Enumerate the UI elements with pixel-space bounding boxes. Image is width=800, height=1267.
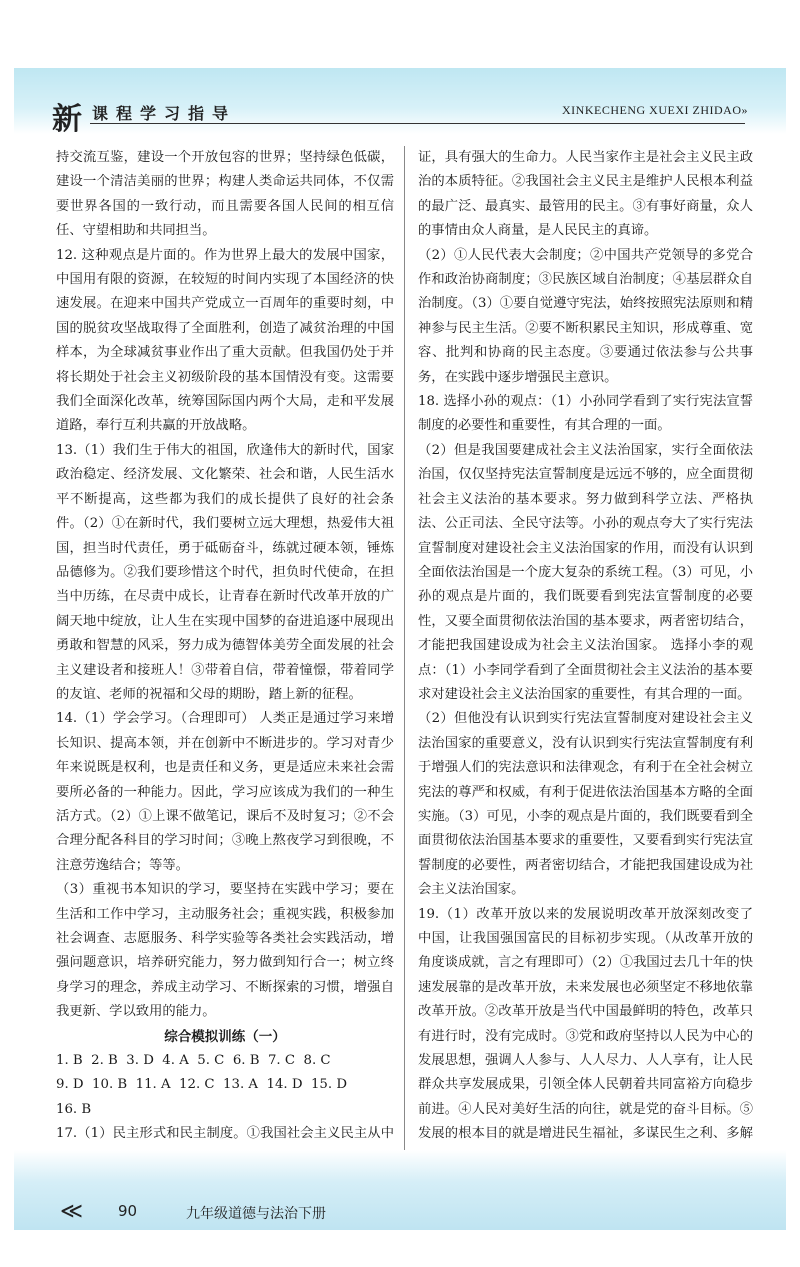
footer-arrows-icon: ≪ [60,1199,84,1224]
answer-paragraph: （3）重视书本知识的学习，要坚持在实践中学习；要在生活和工作中学习，主动服务社会；重视实践，积极参加社会调查、志愿服务、科学实验等各类社会实践活动，增强问题意识，培养研究能力，努力做到知行合一；树立终身学习的理念，养成主动学习、不断探索的习惯，增强自我更新、学以致用的能力。 [56,882,394,1020]
answer-paragraph: 12. 这种观点是片面的。作为世界上最大的发展中国家，中国用有限的资源，在较短的时间内实现了本国经济的快速发展。在迎来中国共产党成立一百周年的重要时刻，中国的脱贫攻坚战取得了全面胜利，创造了减贫治理的中国样本，为全球减贫事业作出了重大贡献。但我国仍处于并将长期处于社会主义初级阶段的基本国情没有变。这需要我们全面深化改革，统筹国际国内两个大局，走和平发展道路，奉行互利共赢的开放战略。 [56,247,394,434]
header-pinyin [562,103,748,118]
mc-answer-line: 1. B 2. B 3. D 4. A 5. C 6. B 7. C 8. C [56,1053,331,1069]
answer-paragraph: 19.（1）改革开放以来的发展说明改革开放深刻改变了中国，让我国强国富民的目标初步实现。（从改革开放的角度谈成就，言之有理即可）（2）①我国过去几十年的快速发展靠的是改革开放，未来发展也必须坚定不移地依靠改革开放。②改革开放是当代中国最鲜明的特色，改革只有进行时，没有完成时。③党和政府坚持以人民为中心的发展思想，强调人人参与、人人尽力、人人享有，让人民群众共享发展成果，引领全体人民朝着共同富裕方向稳步前进。④人民对美好生活的向往，就是党的奋斗目标。⑤发展的根本目的就是增进民生福祉，多谋民生之利、多解 [418,906,753,1142]
header-pinyin-text: XINKECHENG XUEXI ZHIDAO [562,103,742,117]
answer-paragraph: 14.（1）学会学习。（合理即可） 人类正是通过学习来增长知识、提高本领，并在创新中不断进步的。学习对青少年来说既是权利，也是责任和义务，更是适应未来社会需要所必备的一种能力。因此，学习应该成为我们的一种生活方式。（2）①上课不做笔记，课后不及时复习；②不会合理分配各科目的学习时间；③晚上熬夜学习到很晚，不注意劳逸结合；等等。 [56,711,394,873]
answer-paragraph: 13.（1）我们生于伟大的祖国，欣逢伟大的新时代，国家政治稳定、经济发展、文化繁荣、社会和谐，人民生活水平不断提高，这些都为我们的成长提供了良好的社会条件。（2）①在新时代，我们要树立远大理想，热爱伟大祖国，担当时代责任，勇于砥砺奋斗，练就过硬本领，锤炼品德修为。②我们要珍惜这个时代，担负时代使命，在担当中历练，在尽责中成长，让青春在新时代改革开放的广阔天地中绽放，让人生在实现中国梦的奋进追逐中展现出勇敢和智慧的风采，努力成为德智体美劳全面发展的社会主义建设者和接班人！③带着自信，带着憧憬，带着同学的友谊、老师的祝福和父母的期盼，踏上新的征程。 [56,442,394,702]
page-number: 90 [118,1202,138,1220]
left-column [56,146,394,1171]
section-heading: 综合模拟训练（一） [164,1028,286,1045]
mc-answer-line: 9. D 10. B 11. A 12. C 13. A 14. D 15. D [56,1077,348,1093]
right-column [418,146,753,1195]
answer-paragraph: 18. 选择小孙的观点：（1）小孙同学看到了实行宪法宣誓制度的必要性和重要性，有其合理的一面。 [418,394,753,434]
book-title: 九年级道德与法治下册 [186,1206,326,1222]
answer-paragraph: （2）但是我国要建成社会主义法治国家，实行全面依法治国，仅仅坚持宪法宣誓制度是远远不够的，应全面贯彻社会主义法治的基本要求。努力做到科学立法、严格执法、公正司法、全民守法等。小孙的观点夸大了实行宪法宣誓制度对建设社会主义法治国家的作用，而没有认识到全面依法治国是一个庞大复杂的系统工程。（3）可见，小孙的观点是片面的，我们既要看到宪法宣誓制度的必要性，又要全面贯彻依法治国的基本要求，两者密切结合，才能把我国建设成为社会主义法治国家。 选择小李的观点：（1）小李同学看到了全面贯彻社会主义法治的基本要求对建设社会主义法治国家的重要性，有其合理的一面。 [418,442,753,702]
mc-answer-line: 16. B [56,1101,92,1117]
column-divider [404,146,405,1156]
header-title: 课程学习指导 [92,104,237,123]
answer-paragraph: 持交流互鉴，建设一个开放包容的世界；坚持绿色低碳，建设一个清洁美丽的世界；构建人类命运共同体，不仅需要世界各国的一致行动，而且需要各国人民间的相互信任、守望相助和共同担当。 [56,150,394,239]
header-rule [90,123,745,124]
header-arrows-icon: » [741,103,748,117]
header-logo: 新 [52,102,82,137]
answer-paragraph: （2）但他没有认识到实行宪法宣誓制度对建设社会主义法治国家的重要意义，没有认识到实行宪法宣誓制度有利于增强人们的宪法意识和法律观念，有利于在全社会树立宪法的尊严和权威，有利于促进依法治国基本方略的全面实施。（3）可见，小李的观点是片面的，我们既要看到全面贯彻依法治国基本要求的重要性，又要看到实行宪法宣誓制度的必要性，两者密切结合，才能把我国建设成为社会主义法治国家。 [418,711,753,898]
answer-paragraph: 17.（1）民主形式和民主制度。①我国社会主义民主从中 [56,1126,394,1142]
answer-paragraph: （2）①人民代表大会制度；②中国共产党领导的多党合作和政治协商制度；③民族区域自治制度；④基层群众自治制度。（3）①要自觉遵守宪法，始终按照宪法原则和精神参与民主生活。②要不断积累民主知识，形成尊重、宽容、批判和协商的民主态度。③要通过依法参与公共事务，在实践中逐步增强民主意识。 [418,247,753,385]
answer-paragraph: 证，具有强大的生命力。人民当家作主是社会主义民主政治的本质特征。②我国社会主义民主是维护人民根本利益的最广泛、最真实、最管用的民主。③有事好商量，众人的事情由众人商量，是人民民主的真谛。 [418,150,753,239]
